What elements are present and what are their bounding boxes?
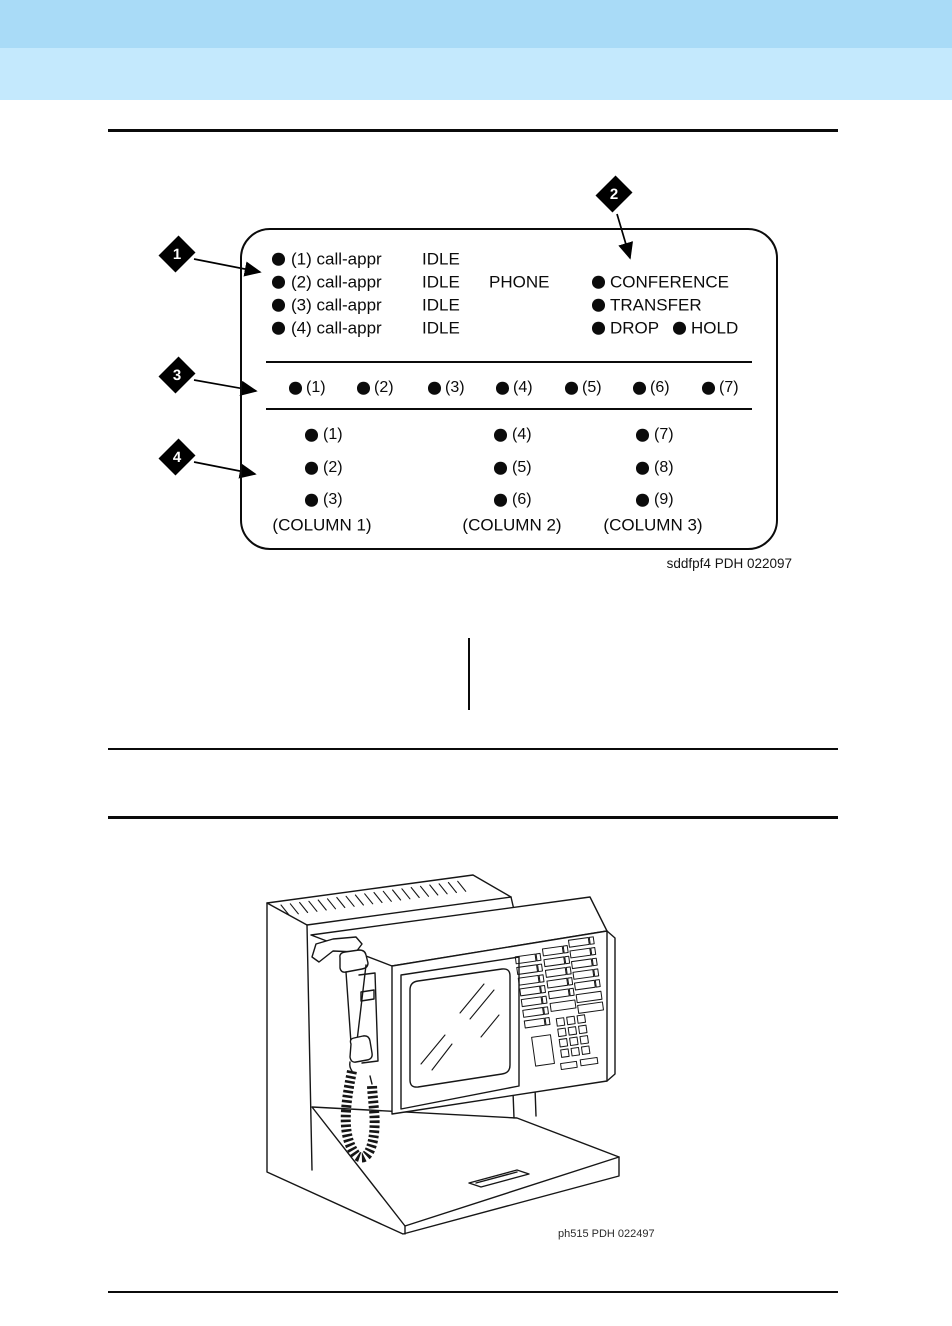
section-rule-mid-thick <box>108 816 838 819</box>
desk-surface <box>312 1107 619 1226</box>
column-3-caption: (COLUMN 3) <box>603 515 703 535</box>
figure2-caption: ph515 PDH 022497 <box>558 1228 655 1240</box>
panel-divider-upper <box>266 361 752 363</box>
col3-led-2 <box>636 462 649 475</box>
callout-4-number: 4 <box>172 448 182 466</box>
led-row-6-label: (6) <box>650 379 670 396</box>
col1-led-3 <box>305 494 318 507</box>
col2-led-2 <box>494 462 507 475</box>
column-2-caption: (COLUMN 2) <box>462 515 562 535</box>
call-appr-3-led <box>272 299 285 312</box>
section-rule-bottom <box>108 1291 838 1293</box>
col1-led-2 <box>305 462 318 475</box>
section-rule-mid-thin <box>108 748 838 750</box>
monitor-right-side <box>607 931 615 1081</box>
col2-led-2-label: (5) <box>512 459 532 476</box>
column-1-caption: (COLUMN 1) <box>272 515 372 535</box>
call-appr-2-led <box>272 276 285 289</box>
drop-led <box>592 322 605 335</box>
col3-led-1-label: (7) <box>654 426 674 443</box>
figure1-caption: sddfpf4 PDH 022097 <box>666 556 792 571</box>
header-band-light <box>0 48 952 100</box>
col3-led-1 <box>636 429 649 442</box>
led-row-3-label: (3) <box>445 379 465 396</box>
call-appr-2-status: IDLE <box>422 272 460 292</box>
col3-led-3-label: (9) <box>654 491 674 508</box>
call-appr-3-status: IDLE <box>422 295 460 315</box>
callout-1 <box>159 236 196 273</box>
led-row-6 <box>633 382 646 395</box>
call-appr-4-label: (4) call-appr <box>291 318 382 338</box>
col1-led-1-label: (1) <box>323 426 343 443</box>
panel-divider-lower <box>266 408 752 410</box>
conference-led <box>592 276 605 289</box>
callout-3-number: 3 <box>172 366 182 384</box>
col1-led-1 <box>305 429 318 442</box>
handset-mouthpiece <box>350 1036 372 1062</box>
phone-label: PHONE <box>489 272 550 292</box>
col1-led-3-label: (3) <box>323 491 343 508</box>
call-appr-4-status: IDLE <box>422 318 460 338</box>
led-row-5-label: (5) <box>582 379 602 396</box>
callout-4 <box>159 439 196 476</box>
transfer-label: TRANSFER <box>610 295 702 315</box>
col2-led-3-label: (6) <box>512 491 532 508</box>
section-rule-top <box>108 129 838 132</box>
callout-2-number: 2 <box>609 185 619 203</box>
col2-led-3 <box>494 494 507 507</box>
led-row-2-label: (2) <box>374 379 394 396</box>
led-row-1-label: (1) <box>306 379 326 396</box>
call-appr-1-status: IDLE <box>422 249 460 269</box>
call-appr-4-led <box>272 322 285 335</box>
col1-led-2-label: (2) <box>323 459 343 476</box>
call-appr-3-label: (3) call-appr <box>291 295 382 315</box>
conference-label: CONFERENCE <box>610 272 730 292</box>
col2-led-1-label: (4) <box>512 426 532 443</box>
led-row-5 <box>565 382 578 395</box>
led-row-7-label: (7) <box>719 379 739 396</box>
display-panel-figure <box>240 228 778 550</box>
pc-console-illustration <box>255 865 645 1255</box>
callout-2 <box>596 176 633 213</box>
col3-led-2-label: (8) <box>654 459 674 476</box>
led-row-2 <box>357 382 370 395</box>
led-row-4 <box>496 382 509 395</box>
led-row-3 <box>428 382 441 395</box>
cabinet-front-left-edge <box>307 925 312 1170</box>
call-appr-2-label: (2) call-appr <box>291 272 382 292</box>
drop-label: DROP <box>610 318 660 338</box>
header-band-dark <box>0 0 952 48</box>
table-divider-line <box>468 638 470 710</box>
handset-earpiece <box>340 950 368 972</box>
led-row-1 <box>289 382 302 395</box>
callout-3 <box>159 357 196 394</box>
led-row-4-label: (4) <box>513 379 533 396</box>
hold-led <box>673 322 686 335</box>
transfer-led <box>592 299 605 312</box>
call-appr-1-label: (1) call-appr <box>291 249 382 269</box>
callout-1-number: 1 <box>172 245 182 263</box>
col2-led-1 <box>494 429 507 442</box>
call-appr-1-led <box>272 253 285 266</box>
col3-led-3 <box>636 494 649 507</box>
handset-body <box>346 965 366 1043</box>
led-row-7 <box>702 382 715 395</box>
hold-label: HOLD <box>691 318 739 338</box>
